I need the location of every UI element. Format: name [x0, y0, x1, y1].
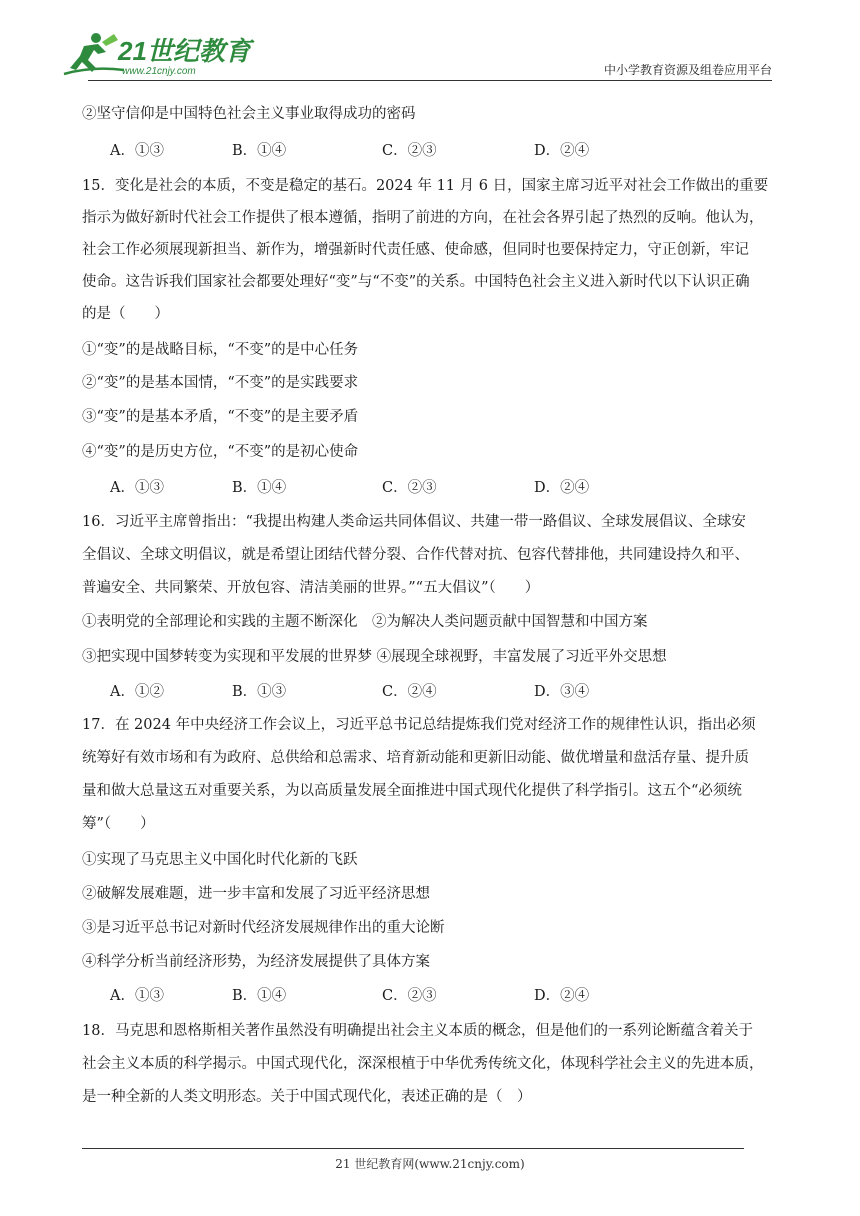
- q15-stem-line: 社会工作必须展现新担当、新作为，增强新时代责任感、使命感，但同时也要保持定力，守正创新，牢记: [82, 242, 749, 258]
- option-a[interactable]: A．①③: [110, 988, 164, 1004]
- option-b[interactable]: B．①④: [232, 143, 287, 159]
- option-d[interactable]: D．②④: [534, 143, 590, 159]
- option-a[interactable]: A．①③: [110, 143, 164, 159]
- option-a[interactable]: A．①②: [110, 684, 164, 700]
- option-a[interactable]: A．①③: [110, 480, 164, 496]
- option-c[interactable]: C．②③: [382, 480, 437, 496]
- site-logo[interactable]: [62, 30, 262, 80]
- q16-stem-line: 普遍安全、共同繁荣、开放包容、清洁美丽的世界。”“五大倡议”（ ）: [82, 580, 540, 596]
- q15-item: ①“变”的是战略目标，“不变”的是中心任务: [82, 342, 359, 358]
- q15-stem-line: 的是（ ）: [82, 306, 169, 322]
- q15-stem-line: 指示为做好新时代社会工作提供了根本遵循，指明了前进的方向，在社会各界引起了热烈的反响。他认为，: [82, 210, 764, 226]
- option-c[interactable]: C．②③: [382, 988, 437, 1004]
- q17-item: ②破解发展难题，进一步丰富和发展了习近平经济思想: [82, 886, 430, 902]
- q17-stem-line: 统筹好有效市场和有为政府、总供给和总需求、培育新动能和更新旧动能、做优增量和盘活存量、提升质: [82, 750, 749, 766]
- page-header: [0, 0, 860, 82]
- q15-item: ③“变”的是基本矛盾，“不变”的是主要矛盾: [82, 409, 359, 425]
- option-b[interactable]: B．①③: [232, 684, 287, 700]
- q17-stem-line: 量和做大总量这五对重要关系，为以高质量发展全面推进中国式现代化提供了科学指引。这五个“必须统: [82, 783, 742, 799]
- option-b[interactable]: B．①④: [232, 480, 287, 496]
- q16-item: ③把实现中国梦转变为实现和平发展的世界梦 ④展现全球视野，丰富发展了习近平外交思想: [82, 649, 667, 665]
- svg-text:21世纪教育: 21世纪教育: [118, 36, 251, 66]
- q18-stem-line: 18．马克思和恩格斯相关著作虽然没有明确提出社会主义本质的概念，但是他们的一系列论断蕴含着关于: [82, 1023, 753, 1039]
- q15-stem-line: 使命。这告诉我们国家社会都要处理好“变”与“不变”的关系。中国特色社会主义进入新时代以下认识正确: [82, 274, 750, 290]
- q15-item: ④“变”的是历史方位，“不变”的是初心使命: [82, 444, 359, 460]
- q17-item: ④科学分析当前经济形势，为经济发展提供了具体方案: [82, 954, 430, 970]
- q15-stem-line: 15．变化是社会的本质，不变是稳定的基石。2024 年 11 月 6 日，国家主席习近平对社会工作做出的重要: [82, 178, 769, 194]
- platform-tagline: 中小学教育资源及组卷应用平台: [603, 63, 772, 77]
- header-divider: [88, 80, 772, 81]
- q16-stem-line: 全倡议、全球文明倡议，就是希望让团结代替分裂、合作代替对抗、包容代替排他，共同建设持久和平、: [82, 547, 749, 563]
- q18-stem-line: 社会主义本质的科学揭示。中国式现代化，深深根植于中华优秀传统文化，体现科学社会主义的先进本质，: [82, 1056, 764, 1072]
- runner-icon: [64, 33, 124, 74]
- option-d[interactable]: D．③④: [534, 684, 590, 700]
- q16-item: ①表明党的全部理论和实践的主题不断深化 ②为解决人类问题贡献中国智慧和中国方案: [82, 614, 648, 630]
- q17-item: ③是习近平总书记对新时代经济发展规律作出的重大论断: [82, 920, 445, 936]
- option-c[interactable]: C．②③: [382, 143, 437, 159]
- q17-stem-line: 17．在 2024 年中央经济工作会议上，习近平总书记总结提炼我们党对经济工作的规律性认识，指出必须: [82, 717, 756, 733]
- option-b[interactable]: B．①④: [232, 988, 287, 1004]
- svg-text:www.21cnjy.com: www.21cnjy.com: [122, 66, 196, 77]
- option-d[interactable]: D．②④: [534, 480, 590, 496]
- q17-item: ①实现了马克思主义中国化时代化新的飞跃: [82, 852, 358, 868]
- q18-stem-line: 是一种全新的人类文明形态。关于中国式现代化，表述正确的是（ ）: [82, 1089, 532, 1105]
- q17-stem-line: 筹”（ ）: [82, 816, 155, 832]
- prev-question-item: ②坚守信仰是中国特色社会主义事业取得成功的密码: [82, 106, 416, 122]
- footer-divider: [82, 1148, 744, 1149]
- page-footer[interactable]: 21 世纪教育网(www.21cnjy.com): [335, 1157, 525, 1171]
- q16-stem-line: 16．习近平主席曾指出：“我提出构建人类命运共同体倡议、共建一带一路倡议、全球发展倡议、全球安: [82, 514, 746, 530]
- q15-item: ②“变”的是基本国情，“不变”的是实践要求: [82, 375, 359, 391]
- option-d[interactable]: D．②④: [534, 988, 590, 1004]
- option-c[interactable]: C．②④: [382, 684, 437, 700]
